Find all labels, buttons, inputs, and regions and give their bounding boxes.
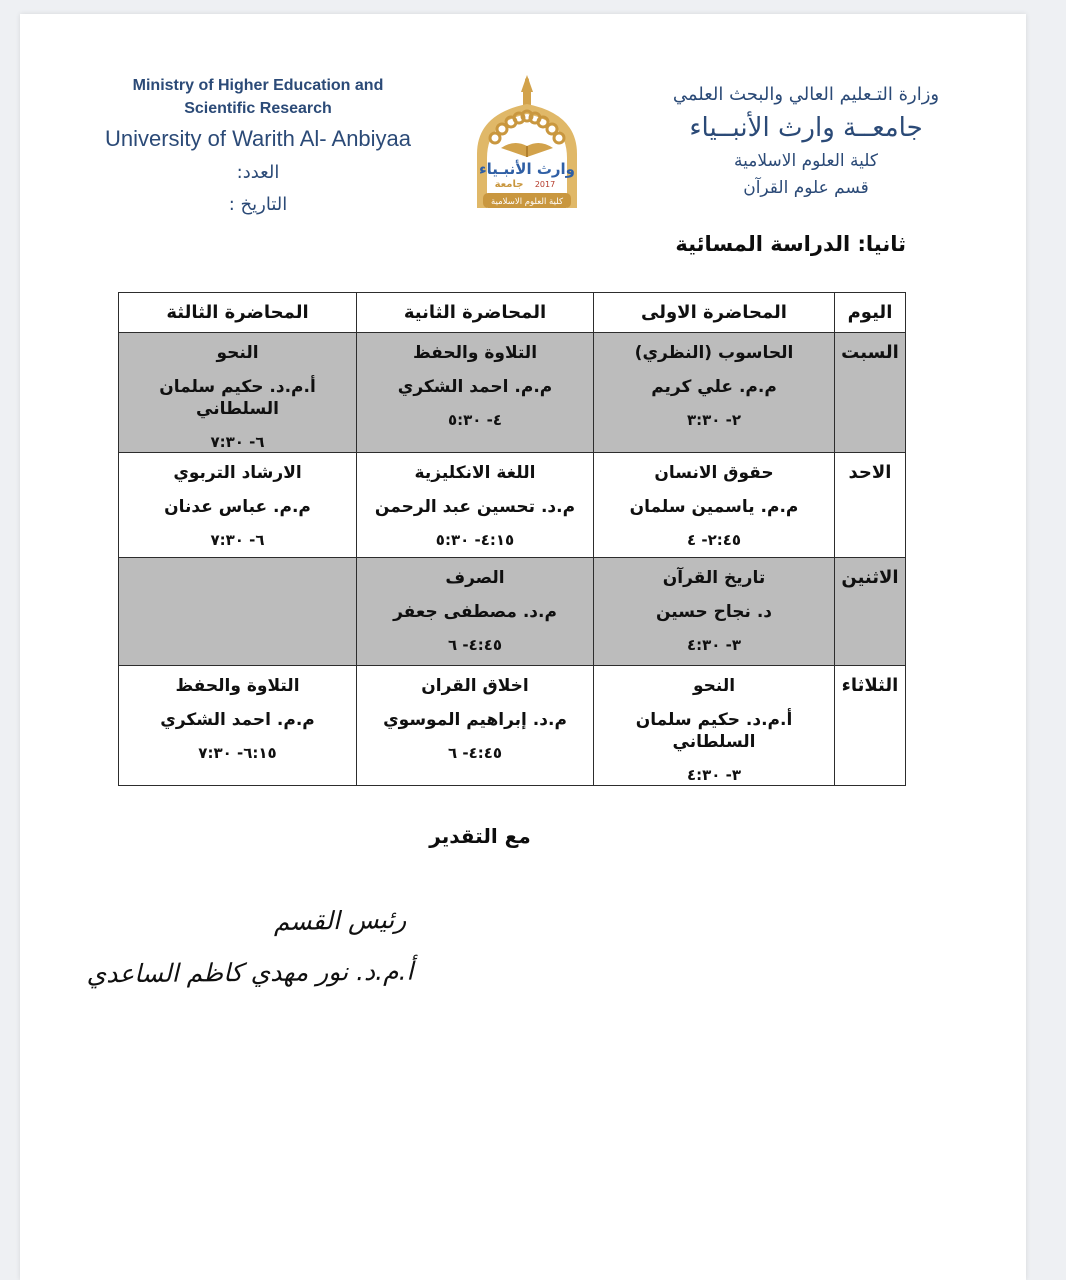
- col-header-lecture3: المحاضرة الثالثة: [119, 293, 357, 333]
- ministry-name-ar: وزارة التـعليم العالي والبحث العلمي: [672, 84, 940, 105]
- university-name-ar: جامعــة وارث الأنبــياء: [689, 113, 923, 143]
- table-header-row: [119, 293, 906, 333]
- signature-name: أ.م.د. نور مهدي كاظم الساعدي: [86, 956, 414, 989]
- lecture-time: ٣- ٤:٣٠: [686, 636, 742, 654]
- lecture-time: ٦- ٧:٣٠: [210, 433, 265, 451]
- lecture-teacher: م.م. عباس عدنان: [164, 497, 311, 517]
- lecture-subject: الحاسوب (النظري): [634, 343, 794, 363]
- section-title: ثانيا: الدراسة المسائية: [675, 232, 906, 256]
- lecture-subject: النحو: [216, 343, 259, 363]
- lecture-teacher: أ.م.د. حكيم سلمان السلطاني: [159, 377, 316, 419]
- lecture-time: ٤:١٥- ٥:٣٠: [435, 531, 515, 549]
- lecture-subject: التلاوة والحفظ: [175, 676, 300, 696]
- lecture-time: ٦:١٥- ٧:٣٠: [198, 744, 277, 762]
- lecture-teacher: م.م. علي كريم: [651, 377, 777, 397]
- col-header-lecture1: المحاضرة الاولى: [594, 293, 835, 333]
- lecture-subject: الارشاد التربوي: [173, 463, 302, 483]
- lecture-cell: [357, 558, 594, 666]
- lecture-teacher: م.م. احمد الشكري: [160, 710, 315, 730]
- logo-calligraphy-text: وارث الأنبـياء: [478, 160, 576, 178]
- lecture-subject: التلاوة والحفظ: [412, 343, 538, 363]
- lecture-teacher: م.م. احمد الشكري: [397, 377, 553, 397]
- lecture-time: ٢:٤٥- ٤: [686, 531, 742, 549]
- lecture-cell: [119, 333, 357, 453]
- lecture-subject: النحو: [692, 676, 736, 696]
- lecture-subject: الصرف: [445, 568, 505, 588]
- day-name: السبت: [835, 333, 906, 453]
- university-logo: [457, 74, 597, 222]
- table-row-saturday: [119, 333, 906, 453]
- university-name-en: University of Warith Al- Anbiyaa: [104, 126, 412, 151]
- col-header-day: اليوم: [835, 293, 906, 333]
- closing-regards: مع التقدير: [429, 824, 531, 848]
- lecture-subject: حقوق الانسان: [654, 463, 774, 483]
- lecture-cell: [594, 333, 835, 453]
- lecture-subject: اللغة الانكليزية: [414, 463, 536, 483]
- signature-title: رئيس القسم: [273, 904, 407, 937]
- lecture-teacher: م.م. ياسمين سلمان: [629, 497, 799, 517]
- lecture-time: ٢- ٣:٣٠: [686, 411, 742, 429]
- lecture-cell: [119, 453, 357, 558]
- document-number-label: العدد:: [236, 162, 280, 183]
- day-name: الاثنين: [835, 558, 906, 666]
- logo-year: 2017: [534, 180, 556, 189]
- lecture-teacher: م.د. إبراهيم الموسوي: [383, 710, 567, 730]
- lecture-time: ٤- ٥:٣٠: [447, 411, 503, 429]
- col-header-lecture2: المحاضرة الثانية: [357, 293, 594, 333]
- lecture-teacher: د. نجاح حسين: [655, 602, 773, 622]
- lecture-teacher: أ.م.د. حكيم سلمان السلطاني: [635, 710, 793, 752]
- logo-university-word: جامعة: [494, 179, 524, 190]
- lecture-time: ٦- ٧:٣٠: [210, 531, 265, 549]
- lecture-time: ٤:٤٥- ٦: [447, 744, 503, 762]
- logo-banner-text: كلية العلوم الاسلامية: [491, 197, 563, 207]
- header-english-block: [92, 74, 424, 218]
- evening-schedule-table: [118, 292, 906, 786]
- lecture-teacher: م.د. تحسين عبد الرحمن: [374, 497, 576, 517]
- ministry-name-en-line1: Ministry of Higher Education and: [132, 77, 384, 94]
- lecture-cell: [357, 453, 594, 558]
- day-name: الاحد: [835, 453, 906, 558]
- lecture-cell-empty: [119, 558, 357, 666]
- lecture-teacher: م.د. مصطفى جعفر: [393, 602, 557, 622]
- table-row-monday: [119, 558, 906, 666]
- lecture-subject: تاريخ القرآن: [662, 568, 766, 588]
- document-sheet: [20, 14, 1026, 1280]
- college-name-ar: كلية العلوم الاسلامية: [734, 151, 878, 171]
- document-date-label: التاريخ :: [228, 194, 288, 215]
- lecture-cell: [594, 666, 835, 786]
- lecture-cell: [119, 666, 357, 786]
- ministry-name-en-line2: Scientific Research: [184, 100, 332, 117]
- department-name-ar: قسم علوم القرآن: [743, 178, 869, 198]
- table-row-sunday: [119, 453, 906, 558]
- table-row-tuesday: [119, 666, 906, 786]
- lecture-cell: [357, 333, 594, 453]
- lecture-time: ٣- ٤:٣٠: [686, 766, 742, 784]
- lecture-cell: [594, 453, 835, 558]
- lecture-cell: [357, 666, 594, 786]
- header-arabic-block: [620, 82, 992, 202]
- lecture-subject: اخلاق القران: [421, 676, 529, 696]
- lecture-time: ٤:٤٥- ٦: [447, 636, 503, 654]
- lecture-cell: [594, 558, 835, 666]
- day-name: الثلاثاء: [835, 666, 906, 786]
- university-logo-graphic: [457, 74, 597, 222]
